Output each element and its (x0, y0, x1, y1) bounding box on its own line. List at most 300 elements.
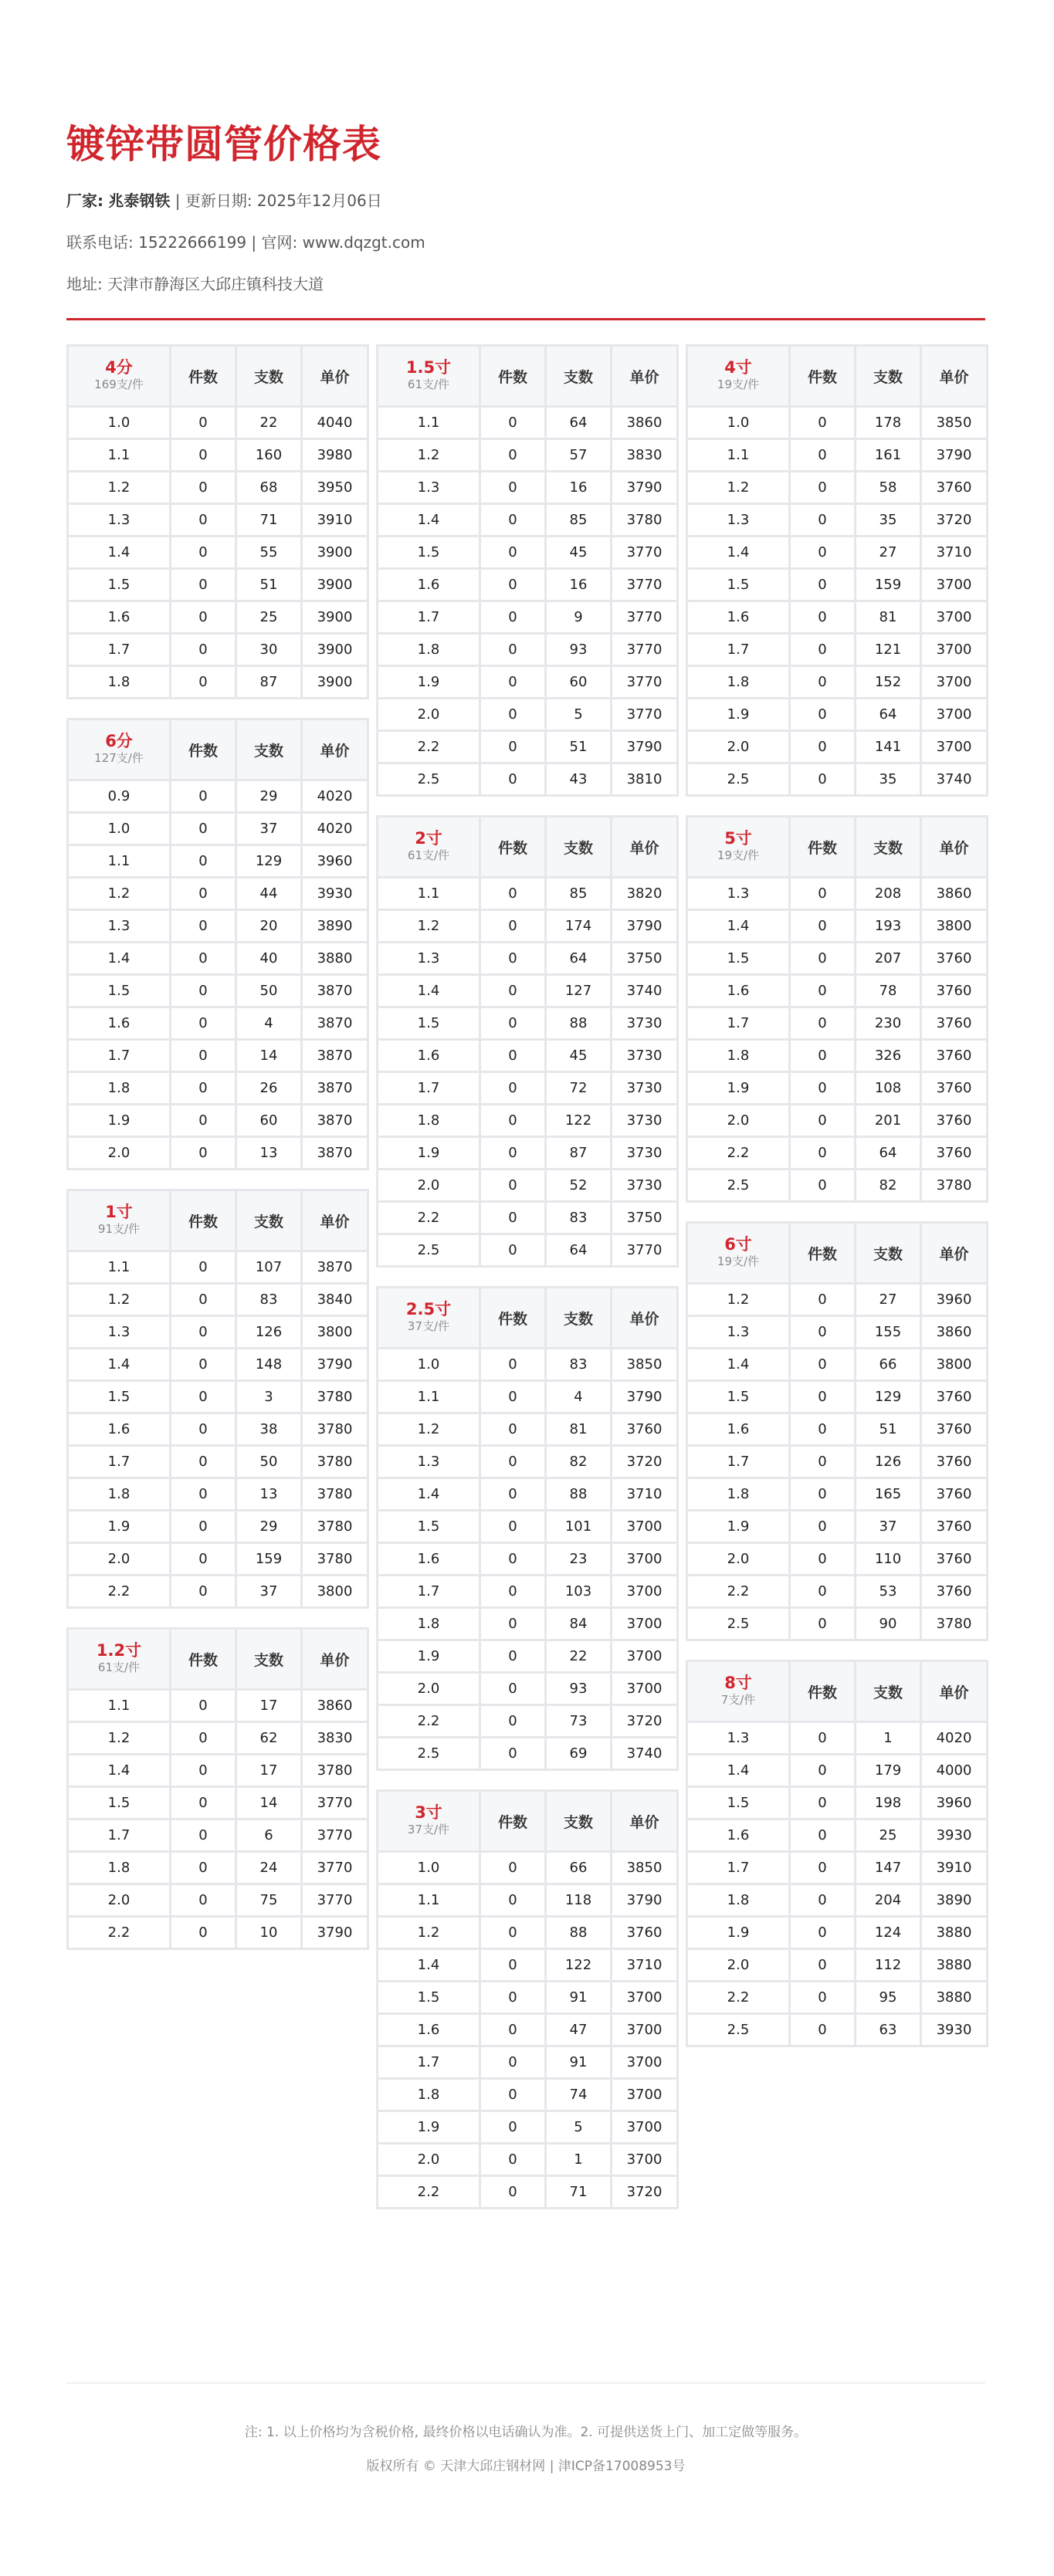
price-cell: 3730 (612, 1072, 678, 1105)
sticks-cell: 165 (856, 1478, 921, 1511)
table-row (68, 1576, 368, 1608)
table-row (68, 1478, 368, 1511)
sticks-cell: 17 (236, 1755, 302, 1787)
pieces-cell: 0 (480, 2046, 546, 2079)
sticks-cell: 198 (856, 1787, 921, 1819)
table-row (687, 1884, 988, 1917)
price-cell: 3900 (302, 666, 368, 699)
price-cell: 3770 (302, 1787, 368, 1819)
thickness-cell: 2.0 (687, 731, 790, 763)
table-row (378, 2079, 678, 2111)
price-cell: 3760 (612, 1917, 678, 1949)
table-row (687, 1446, 988, 1478)
table-row (68, 601, 368, 634)
sticks-cell: 121 (856, 634, 921, 666)
pieces-cell: 0 (480, 975, 546, 1007)
price-cell: 3890 (921, 1884, 988, 1917)
pieces-cell: 0 (171, 1137, 236, 1170)
sticks-cell: 9 (546, 601, 612, 634)
pieces-cell: 0 (480, 1705, 546, 1738)
sticks-cell: 58 (856, 472, 921, 504)
table-row (687, 1852, 988, 1884)
thickness-cell: 1.2 (687, 1284, 790, 1316)
thickness-cell: 1.9 (687, 1072, 790, 1105)
price-cell: 3780 (302, 1511, 368, 1543)
sticks-cell: 178 (856, 407, 921, 439)
thickness-cell: 1.8 (378, 1608, 480, 1640)
table-row (687, 1511, 988, 1543)
sticks-cell: 93 (546, 1673, 612, 1705)
pieces-cell: 0 (171, 1787, 236, 1819)
pieces-cell: 0 (480, 472, 546, 504)
pieces-cell: 0 (480, 634, 546, 666)
thickness-cell: 1.4 (68, 537, 171, 569)
price-cell: 3710 (612, 1478, 678, 1511)
price-cell: 3760 (921, 1446, 988, 1478)
pieces-cell: 0 (480, 1446, 546, 1478)
pieces-cell: 0 (480, 878, 546, 910)
table-row (687, 666, 988, 699)
price-cell: 3760 (921, 1040, 988, 1072)
thickness-cell: 1.2 (378, 439, 480, 472)
pieces-cell: 0 (790, 1608, 856, 1640)
price-cell: 3700 (612, 1608, 678, 1640)
pieces-cell: 0 (790, 1511, 856, 1543)
price-cell: 3910 (921, 1852, 988, 1884)
price-header: 单价 (612, 1288, 678, 1349)
thickness-cell: 1.6 (378, 569, 480, 601)
table-row (687, 763, 988, 796)
table-row (687, 1137, 988, 1170)
pieces-cell: 0 (480, 439, 546, 472)
thickness-cell: 1.8 (378, 634, 480, 666)
table-row (378, 1852, 678, 1884)
price-cell: 3740 (921, 763, 988, 796)
table-row (687, 1982, 988, 2014)
sticks-cell: 160 (236, 439, 302, 472)
thickness-cell: 1.3 (687, 504, 790, 537)
pieces-cell: 0 (171, 813, 236, 845)
table-row (378, 1072, 678, 1105)
table-row (687, 1349, 988, 1381)
thickness-cell: 1.1 (378, 407, 480, 439)
spec-name: 8寸 (724, 1674, 752, 1692)
price-cell: 3790 (612, 1381, 678, 1413)
table-row (378, 731, 678, 763)
table-row (687, 943, 988, 975)
thickness-cell: 2.5 (687, 1608, 790, 1640)
spec-header (68, 719, 171, 780)
thickness-cell: 1.1 (378, 1884, 480, 1917)
table-row (687, 1413, 988, 1446)
price-cell: 3700 (612, 2144, 678, 2176)
price-cell: 3730 (612, 1137, 678, 1170)
thickness-cell: 2.2 (378, 731, 480, 763)
sticks-cell: 127 (546, 975, 612, 1007)
thickness-cell: 1.0 (378, 1349, 480, 1381)
thickness-cell: 1.8 (68, 666, 171, 699)
table-row (68, 1787, 368, 1819)
thickness-cell: 1.8 (68, 1852, 171, 1884)
thickness-cell: 1.2 (68, 878, 171, 910)
thickness-cell: 2.2 (687, 1576, 790, 1608)
pieces-cell: 0 (480, 1349, 546, 1381)
price-cell: 3930 (921, 2014, 988, 2046)
sticks-cell: 83 (546, 1202, 612, 1234)
price-cell: 3760 (921, 1543, 988, 1576)
sticks-cell: 22 (236, 407, 302, 439)
table-row (68, 504, 368, 537)
pieces-cell: 0 (480, 2144, 546, 2176)
price-cell: 3890 (302, 910, 368, 943)
price-header: 单价 (921, 346, 988, 407)
price-cell: 3700 (921, 634, 988, 666)
thickness-cell: 2.0 (687, 1105, 790, 1137)
pieces-header: 件数 (171, 1190, 236, 1251)
price-cell: 3780 (302, 1381, 368, 1413)
thickness-cell: 2.0 (68, 1884, 171, 1917)
table-header-row (68, 346, 368, 407)
thickness-cell: 1.5 (687, 1787, 790, 1819)
pieces-cell: 0 (480, 1673, 546, 1705)
pieces-cell: 0 (480, 1137, 546, 1170)
sticks-cell: 83 (546, 1349, 612, 1381)
pieces-cell: 0 (790, 1105, 856, 1137)
pieces-cell: 0 (790, 1852, 856, 1884)
spec-unit: 169支/件 (94, 377, 144, 391)
table-row (68, 1722, 368, 1755)
price-cell: 3760 (921, 1511, 988, 1543)
price-cell: 3830 (612, 439, 678, 472)
pieces-cell: 0 (480, 699, 546, 731)
sticks-cell: 87 (236, 666, 302, 699)
pieces-cell: 0 (790, 1722, 856, 1755)
pieces-cell: 0 (171, 1884, 236, 1917)
table-row (687, 537, 988, 569)
table-row (68, 845, 368, 878)
thickness-cell: 1.2 (68, 1722, 171, 1755)
pieces-cell: 0 (790, 2014, 856, 2046)
price-table (66, 1627, 369, 1950)
price-cell: 3710 (921, 537, 988, 569)
price-table (686, 1221, 988, 1641)
sticks-cell: 24 (236, 1852, 302, 1884)
address-line: 地址: 天津市静海区大邱庄镇科技大道 (66, 275, 324, 293)
pieces-cell: 0 (790, 472, 856, 504)
thickness-cell: 1.6 (687, 1819, 790, 1852)
price-cell: 3770 (612, 699, 678, 731)
sticks-cell: 141 (856, 731, 921, 763)
pieces-cell: 0 (480, 1202, 546, 1234)
thickness-cell: 1.4 (68, 1755, 171, 1787)
price-cell: 4020 (921, 1722, 988, 1755)
pieces-cell: 0 (790, 943, 856, 975)
pieces-cell: 0 (480, 569, 546, 601)
sticks-cell: 5 (546, 699, 612, 731)
price-cell: 3760 (921, 1413, 988, 1446)
pieces-cell: 0 (790, 1576, 856, 1608)
thickness-cell: 1.5 (68, 1381, 171, 1413)
price-cell: 3870 (302, 1251, 368, 1284)
table-row (68, 910, 368, 943)
pieces-cell: 0 (790, 439, 856, 472)
pieces-cell: 0 (790, 1170, 856, 1202)
price-cell: 3740 (612, 1738, 678, 1770)
sticks-cell: 64 (546, 407, 612, 439)
thickness-cell: 2.5 (378, 763, 480, 796)
contact-line: 联系电话: 15222666199 | 官网: www.dqzgt.com (66, 233, 425, 252)
thickness-cell: 1.5 (68, 1787, 171, 1819)
sticks-header: 支数 (856, 346, 921, 407)
sticks-cell: 88 (546, 1007, 612, 1040)
sticks-cell: 1 (856, 1722, 921, 1755)
sticks-cell: 13 (236, 1137, 302, 1170)
pieces-cell: 0 (480, 1234, 546, 1267)
price-header: 单价 (302, 346, 368, 407)
pieces-header: 件数 (790, 1223, 856, 1284)
sticks-header: 支数 (546, 346, 612, 407)
sticks-cell: 5 (546, 2111, 612, 2144)
price-cell: 3760 (921, 1478, 988, 1511)
sticks-cell: 40 (236, 943, 302, 975)
price-cell: 3790 (612, 731, 678, 763)
pieces-cell: 0 (790, 1040, 856, 1072)
price-cell: 3830 (302, 1722, 368, 1755)
table-row (68, 878, 368, 910)
table-row (687, 1040, 988, 1072)
table-row (378, 1982, 678, 2014)
thickness-cell: 1.3 (68, 504, 171, 537)
sticks-cell: 193 (856, 910, 921, 943)
footer-divider (66, 2382, 985, 2384)
sticks-cell: 159 (856, 569, 921, 601)
pieces-cell: 0 (171, 1755, 236, 1787)
spec-header (687, 1223, 790, 1284)
price-cell: 3760 (921, 1072, 988, 1105)
sticks-cell: 62 (236, 1722, 302, 1755)
sticks-cell: 81 (546, 1413, 612, 1446)
price-cell: 3770 (612, 537, 678, 569)
price-header: 单价 (302, 1190, 368, 1251)
pieces-cell: 0 (171, 910, 236, 943)
price-cell: 3880 (921, 1917, 988, 1949)
table-row (68, 1072, 368, 1105)
price-table (686, 344, 988, 797)
sticks-cell: 93 (546, 634, 612, 666)
thickness-cell: 0.9 (68, 780, 171, 813)
sticks-cell: 45 (546, 537, 612, 569)
table-row (687, 878, 988, 910)
pieces-cell: 0 (790, 666, 856, 699)
pieces-cell: 0 (171, 537, 236, 569)
sticks-header: 支数 (546, 1288, 612, 1349)
price-cell: 3760 (921, 1007, 988, 1040)
price-cell: 3700 (612, 1982, 678, 2014)
thickness-cell: 1.8 (378, 1105, 480, 1137)
sticks-cell: 64 (546, 1234, 612, 1267)
pieces-cell: 0 (171, 407, 236, 439)
table-row (687, 1608, 988, 1640)
thickness-cell: 1.0 (687, 407, 790, 439)
pieces-cell: 0 (480, 666, 546, 699)
price-cell: 3880 (302, 943, 368, 975)
pieces-cell: 0 (171, 504, 236, 537)
sticks-cell: 3 (236, 1381, 302, 1413)
pieces-cell: 0 (790, 1381, 856, 1413)
footer-copyright: 版权所有 © 天津大邱庄钢材网 | 津ICP备17008953号 (366, 2459, 686, 2474)
price-cell: 3780 (612, 504, 678, 537)
thickness-cell: 2.0 (68, 1137, 171, 1170)
thickness-cell: 1.5 (687, 943, 790, 975)
thickness-cell: 2.0 (687, 1543, 790, 1576)
table-row (378, 407, 678, 439)
table-row (68, 666, 368, 699)
spec-header (687, 346, 790, 407)
sticks-cell: 103 (546, 1576, 612, 1608)
sticks-cell: 22 (546, 1640, 612, 1673)
price-cell: 3900 (302, 601, 368, 634)
thickness-cell: 1.2 (68, 472, 171, 504)
thickness-cell: 1.5 (687, 569, 790, 601)
spec-header (378, 1791, 480, 1852)
pieces-cell: 0 (171, 1690, 236, 1722)
table-header-row (687, 817, 988, 878)
table-row (68, 569, 368, 601)
pieces-cell: 0 (790, 1072, 856, 1105)
pieces-cell: 0 (480, 601, 546, 634)
price-cell: 3980 (302, 439, 368, 472)
sticks-cell: 112 (856, 1949, 921, 1982)
pieces-header: 件数 (790, 817, 856, 878)
pieces-cell: 0 (480, 1852, 546, 1884)
pieces-cell: 0 (171, 569, 236, 601)
spec-name: 1.5寸 (405, 358, 452, 377)
pieces-cell: 0 (480, 1576, 546, 1608)
thickness-cell: 1.8 (68, 1478, 171, 1511)
thickness-cell: 1.9 (68, 1511, 171, 1543)
sticks-cell: 87 (546, 1137, 612, 1170)
table-row (687, 1072, 988, 1105)
sticks-cell: 35 (856, 763, 921, 796)
pieces-cell: 0 (790, 975, 856, 1007)
table-row (378, 1478, 678, 1511)
table-row (378, 763, 678, 796)
sticks-cell: 60 (546, 666, 612, 699)
table-row (68, 1349, 368, 1381)
price-cell: 3700 (612, 1576, 678, 1608)
table-header-row (687, 1223, 988, 1284)
spec-unit: 37支/件 (407, 1823, 450, 1836)
price-cell: 3730 (612, 1040, 678, 1072)
table-row (378, 504, 678, 537)
table-row (687, 1917, 988, 1949)
sticks-cell: 16 (546, 569, 612, 601)
sticks-cell: 1 (546, 2144, 612, 2176)
spec-unit: 7支/件 (720, 1693, 756, 1707)
thickness-cell: 1.4 (378, 1478, 480, 1511)
sticks-cell: 38 (236, 1413, 302, 1446)
price-cell: 3700 (612, 1543, 678, 1576)
pieces-cell: 0 (171, 1413, 236, 1446)
table-row (68, 1884, 368, 1917)
pieces-cell: 0 (171, 1040, 236, 1072)
table-row (68, 1690, 368, 1722)
thickness-cell: 1.2 (68, 1284, 171, 1316)
price-cell: 3790 (612, 1884, 678, 1917)
thickness-cell: 1.6 (687, 601, 790, 634)
sticks-cell: 37 (856, 1511, 921, 1543)
table-row (378, 537, 678, 569)
table-row (378, 943, 678, 975)
price-cell: 3870 (302, 1072, 368, 1105)
price-cell: 3900 (302, 634, 368, 666)
sticks-cell: 108 (856, 1072, 921, 1105)
price-cell: 3770 (612, 666, 678, 699)
thickness-cell: 1.7 (68, 1040, 171, 1072)
price-cell: 3790 (921, 439, 988, 472)
price-cell: 3860 (921, 1316, 988, 1349)
table-row (378, 1137, 678, 1170)
thickness-cell: 1.9 (687, 1917, 790, 1949)
table-row (68, 975, 368, 1007)
table-row (378, 1884, 678, 1917)
table-row (687, 601, 988, 634)
pieces-cell: 0 (171, 439, 236, 472)
pieces-cell: 0 (171, 1543, 236, 1576)
table-row (378, 910, 678, 943)
table-row (68, 1007, 368, 1040)
sticks-cell: 27 (856, 537, 921, 569)
table-row (378, 2014, 678, 2046)
pieces-cell: 0 (480, 1413, 546, 1446)
thickness-cell: 1.3 (68, 1316, 171, 1349)
price-cell: 3870 (302, 1105, 368, 1137)
thickness-cell: 1.9 (378, 666, 480, 699)
footer-note: 注: 1. 以上价格均为含税价格, 最终价格以电话确认为准。2. 可提供送货上门、加工定做等服务。 (244, 2425, 808, 2440)
table-row (68, 634, 368, 666)
table-row (68, 472, 368, 504)
maker-label: 厂家: (66, 191, 103, 210)
pieces-cell: 0 (790, 1446, 856, 1478)
pieces-cell: 0 (480, 504, 546, 537)
price-cell: 3760 (612, 1413, 678, 1446)
thickness-cell: 1.7 (378, 601, 480, 634)
pieces-header: 件数 (790, 1661, 856, 1722)
pieces-cell: 0 (480, 2079, 546, 2111)
thickness-cell: 1.1 (68, 1690, 171, 1722)
thickness-cell: 1.4 (687, 1349, 790, 1381)
price-cell: 3720 (612, 1705, 678, 1738)
table-row (68, 780, 368, 813)
sticks-cell: 124 (856, 1917, 921, 1949)
pieces-cell: 0 (790, 1349, 856, 1381)
table-row (378, 1738, 678, 1770)
page-title: 镀锌带圆管价格表 (66, 122, 381, 167)
price-header: 单价 (921, 1661, 988, 1722)
price-header: 单价 (302, 1629, 368, 1690)
pieces-cell: 0 (790, 1949, 856, 1982)
thickness-cell: 2.2 (68, 1917, 171, 1949)
table-row (687, 1478, 988, 1511)
table-row (68, 1917, 368, 1949)
table-row (378, 601, 678, 634)
table-row (378, 1105, 678, 1137)
table-row (687, 1105, 988, 1137)
table-row (687, 1007, 988, 1040)
pieces-cell: 0 (790, 731, 856, 763)
thickness-cell: 2.5 (687, 1170, 790, 1202)
table-row (687, 1819, 988, 1852)
